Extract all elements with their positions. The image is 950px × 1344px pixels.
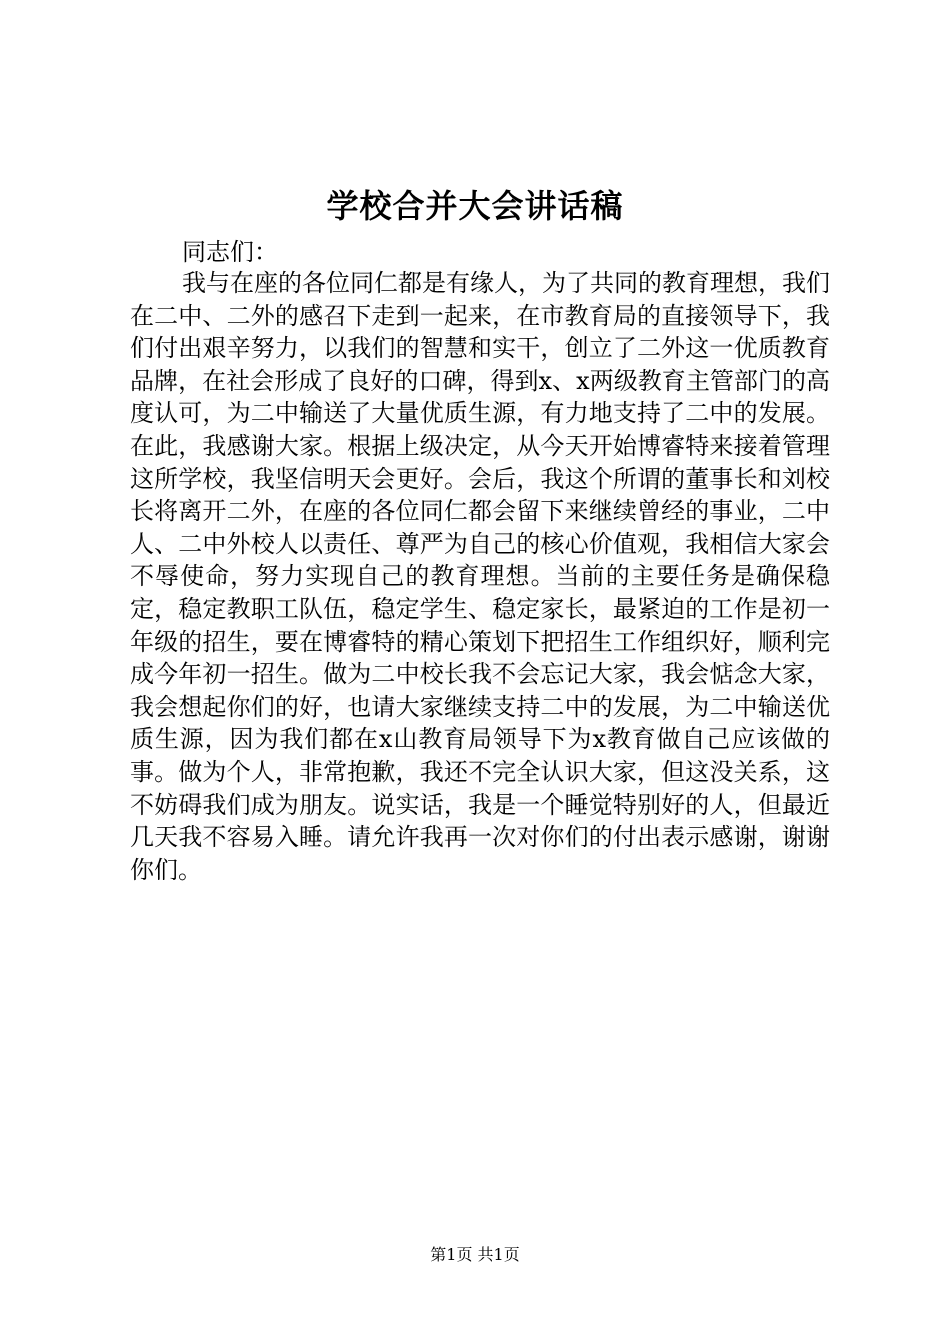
page-footer: 第1页 共1页 — [430, 1245, 520, 1264]
body-paragraph: 我与在座的各位同仁都是有缘人，为了共同的教育理想，我们在二中、二外的感召下走到一起来，在市教育局的直接领导下，我们付出艰辛努力，以我们的智慧和实干，创立了二外这一优质教育品牌，在社会形成了良好的口碑，得到x、x两级教育主管部门的高度认可，为二中输送了大量优质生源，有力地支持了二中的发展。在此，我感谢大家。根据上级决定，从今天开始博睿特来接着管理这所学校，我坚信明天会更好。会后，我这个所谓的董事长和刘校长将离开二外，在座的各位同仁都会留下来继续曾经的事业，二中人、二中外校人以责任、尊严为自己的核心价值观，我相信大家会不辱使命，努力实现自己的教育理想。当前的主要任务是确保稳定，稳定教职工队伍，稳定学生、稳定家长，最紧迫的工作是初一年级的招生，要在博睿特的精心策划下把招生工作组织好，顺利完成今年初一招生。做为二中校长我不会忘记大家，我会惦念大家，我会想起你们的好，也请大家继续支持二中的发展，为二中输送优质生源，因为我们都在x山教育局领导下为x教育做自己应该做的事。做为个人，非常抱歉，我还不完全认识大家，但这没关系，这不妨碍我们成为朋友。说实话，我是一个睡觉特别好的人，但最近几天我不容易入睡。请允许我再一次对你们的付出表示感谢，谢谢你们。 — [130, 269, 830, 884]
salutation: 同志们： — [182, 238, 278, 266]
document-title: 学校合并大会讲话稿 — [326, 187, 624, 225]
